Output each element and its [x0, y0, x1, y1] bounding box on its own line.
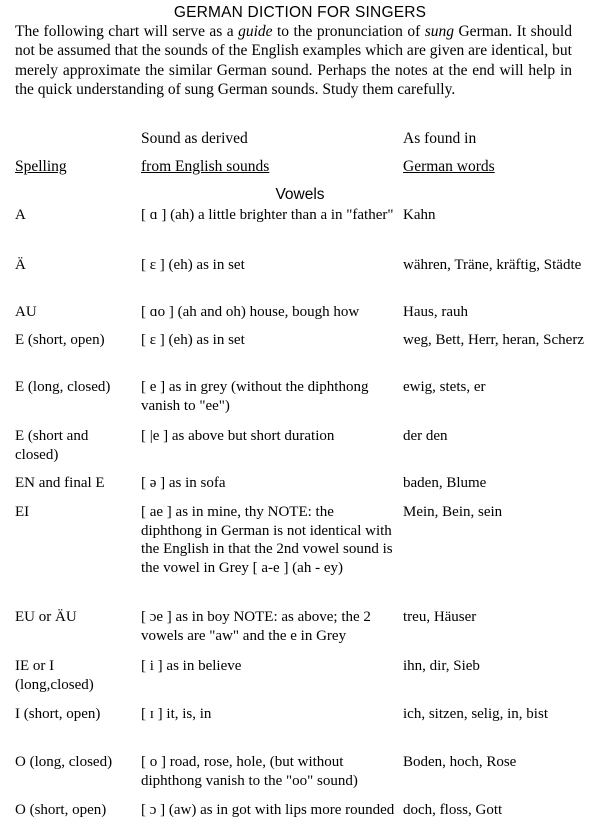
row-ae-words: währen, Träne, kräftig, Städte — [403, 257, 582, 273]
row-i-short-open-sound: [ ɪ ] it, is, in — [141, 706, 212, 722]
row-e-short-closed-spelling: E (short and closed) — [15, 428, 89, 463]
row-au-spelling: AU — [15, 304, 37, 320]
row-e-long-closed-spelling: E (long, closed) — [15, 379, 111, 395]
intro-paragraph — [15, 22, 572, 100]
section-title-vowels: Vowels — [275, 186, 325, 203]
row-o-long-closed-spelling: O (long, closed) — [15, 754, 113, 770]
row-e-short-closed-words: der den — [403, 428, 448, 444]
row-e-short-open-spelling: E (short, open) — [15, 332, 105, 348]
row-i-short-open-spelling: I (short, open) — [15, 706, 101, 722]
intro-emphasis-sung: sung — [424, 23, 455, 40]
row-e-short-closed-sound: [ |e ] as above but short duration — [141, 428, 335, 444]
row-o-long-closed-words: Boden, hoch, Rose — [403, 754, 517, 770]
row-a-words: Kahn — [403, 207, 436, 223]
row-ie-words: ihn, dir, Sieb — [403, 658, 480, 674]
row-o-short-open-sound: [ ɔ ] (aw) as in got with lips more rounded — [141, 802, 395, 818]
row-en-final-e-words: baden, Blume — [403, 475, 487, 491]
row-au-words: Haus, rauh — [403, 304, 468, 320]
row-o-short-open-spelling: O (short, open) — [15, 802, 107, 818]
header-sound-line1: Sound as derived — [141, 130, 248, 147]
row-eu-words: treu, Häuser — [403, 609, 477, 625]
row-e-short-open-sound: [ ɛ ] (eh) as in set — [141, 332, 245, 348]
row-ie-sound: [ i ] as in believe — [141, 658, 242, 674]
row-eu-spelling: EU or ÄU — [15, 609, 77, 625]
header-found-line2: German words — [403, 158, 495, 175]
row-e-short-open-words: weg, Bett, Herr, heran, Scherz — [403, 332, 584, 348]
row-ie-spelling: IE or I (long,closed) — [15, 658, 94, 693]
intro-text-3: German. It should not be assumed that the sounds of the English examples which are given are identical, but merely approximate the similar German sound. Perhaps the notes at the end will help in the quick understanding of sung German sounds. Study them carefully. — [15, 23, 572, 99]
row-eu-sound: [ ɔe ] as in boy NOTE: as above; the 2 vowels are "aw" and the e in Grey — [141, 609, 371, 644]
header-spelling: Spelling — [15, 158, 67, 175]
row-ei-sound: [ ae ] as in mine, thy NOTE: the diphthong in German is not identical with the English in that the 2nd vowel sound is the vowel in Grey [ a-e ] (ah - ey) — [141, 504, 393, 576]
row-e-long-closed-words: ewig, stets, er — [403, 379, 486, 395]
row-a-sound: [ ɑ ] (ah) a little brighter than a in "father" — [141, 207, 394, 223]
row-ei-words: Mein, Bein, sein — [403, 504, 503, 520]
row-e-long-closed-sound: [ e ] as in grey (without the diphthong vanish to "ee") — [141, 379, 369, 414]
row-o-long-closed-sound: [ o ] road, rose, hole, (but without diphthong vanish to the "oo" sound) — [141, 754, 358, 789]
header-found-line1: As found in — [403, 130, 477, 147]
page-title: GERMAN DICTION FOR SINGERS — [173, 4, 427, 21]
intro-emphasis-guide: guide — [238, 23, 273, 40]
intro-text-2: to the pronunciation of — [272, 23, 425, 40]
row-ae-spelling: Ä — [15, 257, 26, 273]
row-en-final-e-sound: [ ə ] as in sofa — [141, 475, 226, 491]
row-ei-spelling: EI — [15, 504, 30, 520]
row-au-sound: [ ɑo ] (ah and oh) house, bough how — [141, 304, 360, 320]
row-o-short-open-words: doch, floss, Gott — [403, 802, 503, 818]
row-i-short-open-words: ich, sitzen, selig, in, bist — [403, 706, 548, 722]
row-en-final-e-spelling: EN and final E — [15, 475, 105, 491]
row-ae-sound: [ ɛ ] (eh) as in set — [141, 257, 245, 273]
header-sound-line2: from English sounds — [141, 158, 270, 175]
row-a-spelling: A — [15, 207, 26, 223]
intro-text-1: The following chart will serve as a — [15, 23, 239, 40]
